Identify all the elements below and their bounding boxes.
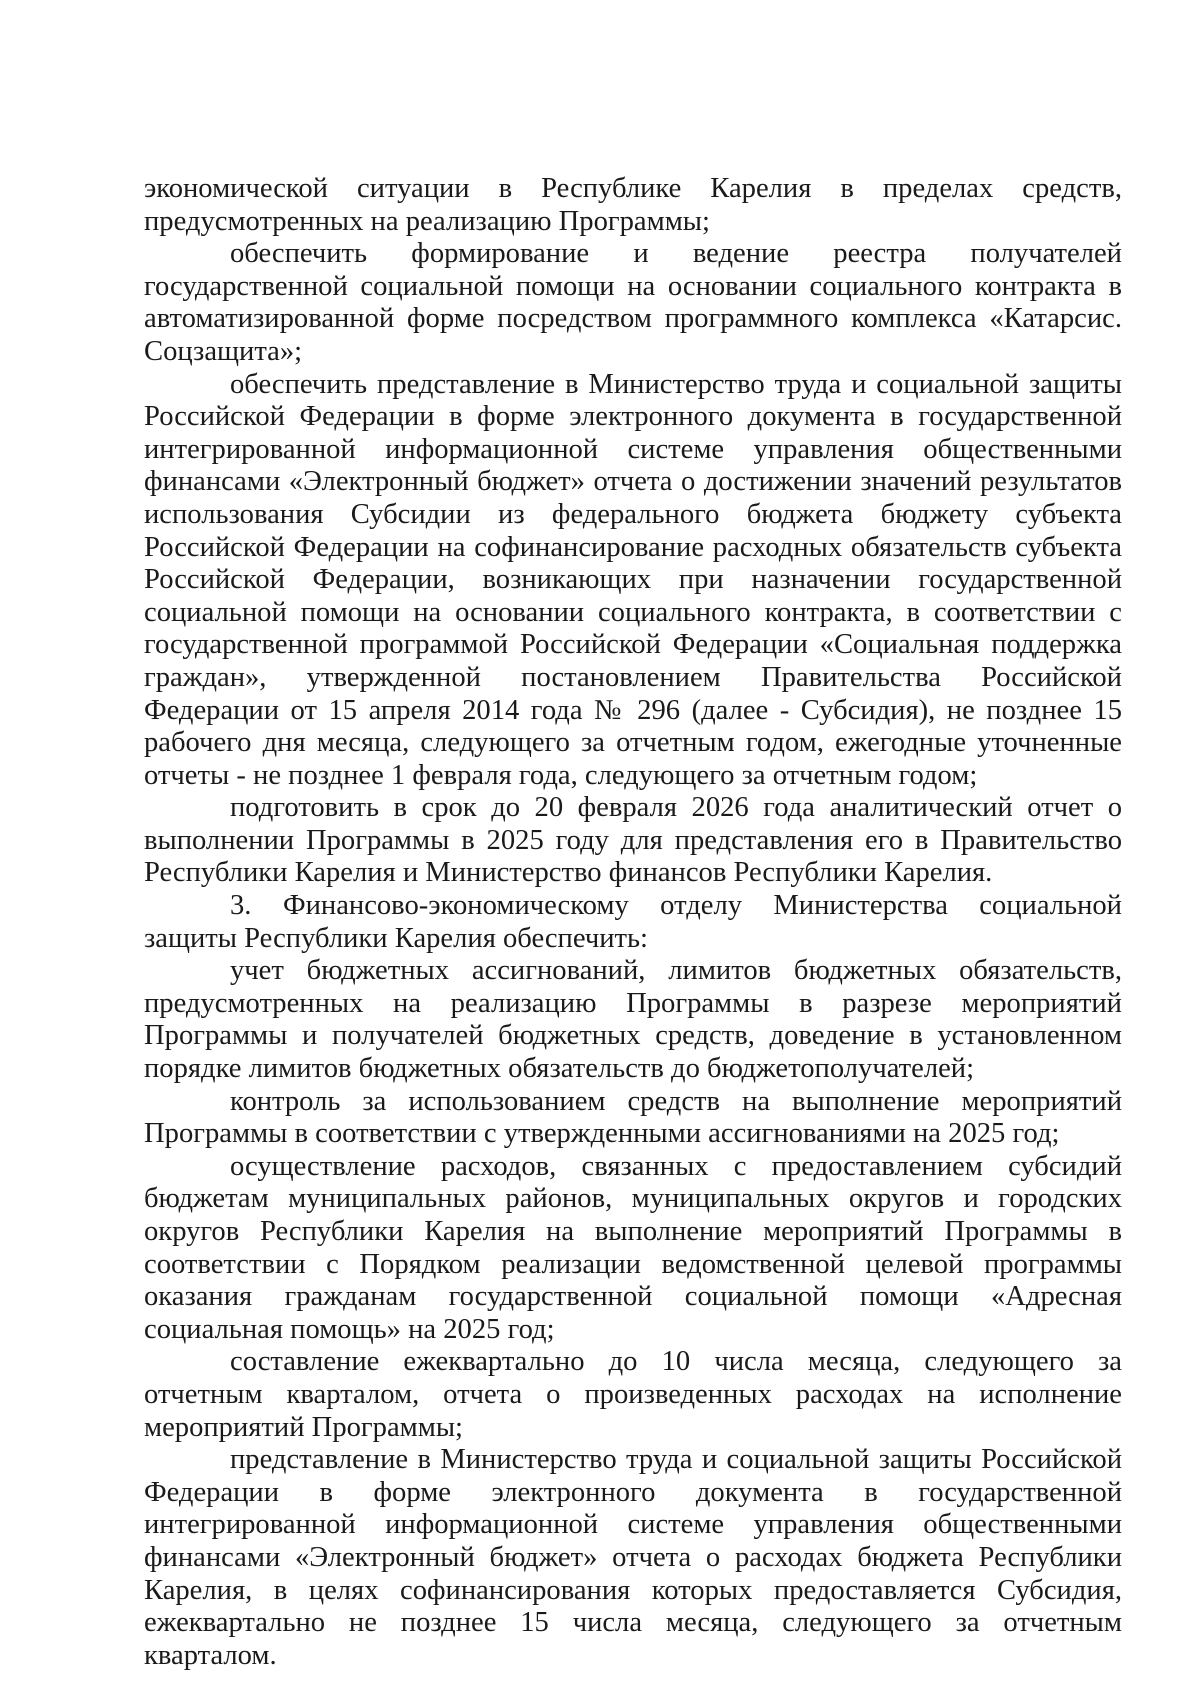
paragraph-item-3 [144,890,1122,955]
paragraph-expenses: осуществление расходов, связанных с предоставлением субсидий бюджетам муниципальных районов, муниципальных округов и городских округов Республики Карелия на выполнение мероприятий Программы в соответствии с Порядком реализации ведомственной целевой программы оказания гражданам государственной социальной помощи «Адресная социальная помощь» на 2025 год; [144,1150,1122,1345]
paragraph-quarterly-report: составление ежеквартально до 10 числа месяца, следующего за отчетным кварталом, отчета о произведенных расходах на исполнение мероприятий Программы; [144,1346,1122,1443]
paragraph-control: контроль за использованием средств на выполнение мероприятий Программы в соответствии с утвержденными ассигнованиями на 2025 год; [144,1085,1122,1150]
paragraph-economic-situation: экономической ситуации в Республике Карелия в пределах средств, предусмотренных на реализацию Программы; [144,173,1122,237]
item-3-text: Финансово-экономическому отделу Министерства социальной защиты Республики Карелия обеспечить: [144,890,1122,954]
paragraph-subsidy-report: обеспечить представление в Министерство труда и социальной защиты Российской Федерации в форме электронного документа в государственной интегрированной информационной системе управления общественными финансами «Электронный бюджет» отчета о достижении значений результатов использования Субсидии из федерального бюджета бюджету субъекта Российской Федерации на софинансирование расходных обязательств субъекта Российской Федерации, возникающих при назначении государственной социальной помощи на основании социального контракта, в соответствии с государственной программой Российской Федерации «Социальная поддержка граждан», утвержденной постановлением Правительства Российской Федерации от 15 апреля 2014 года № 296 (далее - Субсидия), не позднее 15 рабочего дня месяца, следующего за отчетным годом, ежегодные уточненные отчеты - не позднее 1 февраля года, следующего за отчетным годом; [144,368,1122,791]
paragraph-analytical-report: подготовить в срок до 20 февраля 2026 года аналитический отчет о выполнении Программы в 2025 году для представления его в Правительство Республики Карелия и Министерство финансов Республики Карелия. [144,792,1122,889]
document-page [144,173,1122,1672]
item-number: 3. [230,890,252,922]
paragraph-budget-accounting: учет бюджетных ассигнований, лимитов бюджетных обязательств, предусмотренных на реализацию Программы в разрезе мероприятий Программы и получателей бюджетных средств, доведение в установленном порядке лимитов бюджетных обязательств до бюджетополучателей; [144,955,1122,1085]
paragraph-electronic-budget: представление в Министерство труда и социальной защиты Российской Федерации в форме электронного документа в государственной интегрированной информационной системе управления общественными финансами «Электронный бюджет» отчета о расходах бюджета Республики Карелия, в целях софинансирования которых предоставляется Субсидия, ежеквартально не позднее 15 числа месяца, следующего за отчетным кварталом. [144,1444,1122,1671]
paragraph-registry: обеспечить формирование и ведение реестра получателей государственной социальной помощи на основании социального контракта в автоматизированной форме посредством программного комплекса «Катарсис. Соцзащита»; [144,238,1122,367]
